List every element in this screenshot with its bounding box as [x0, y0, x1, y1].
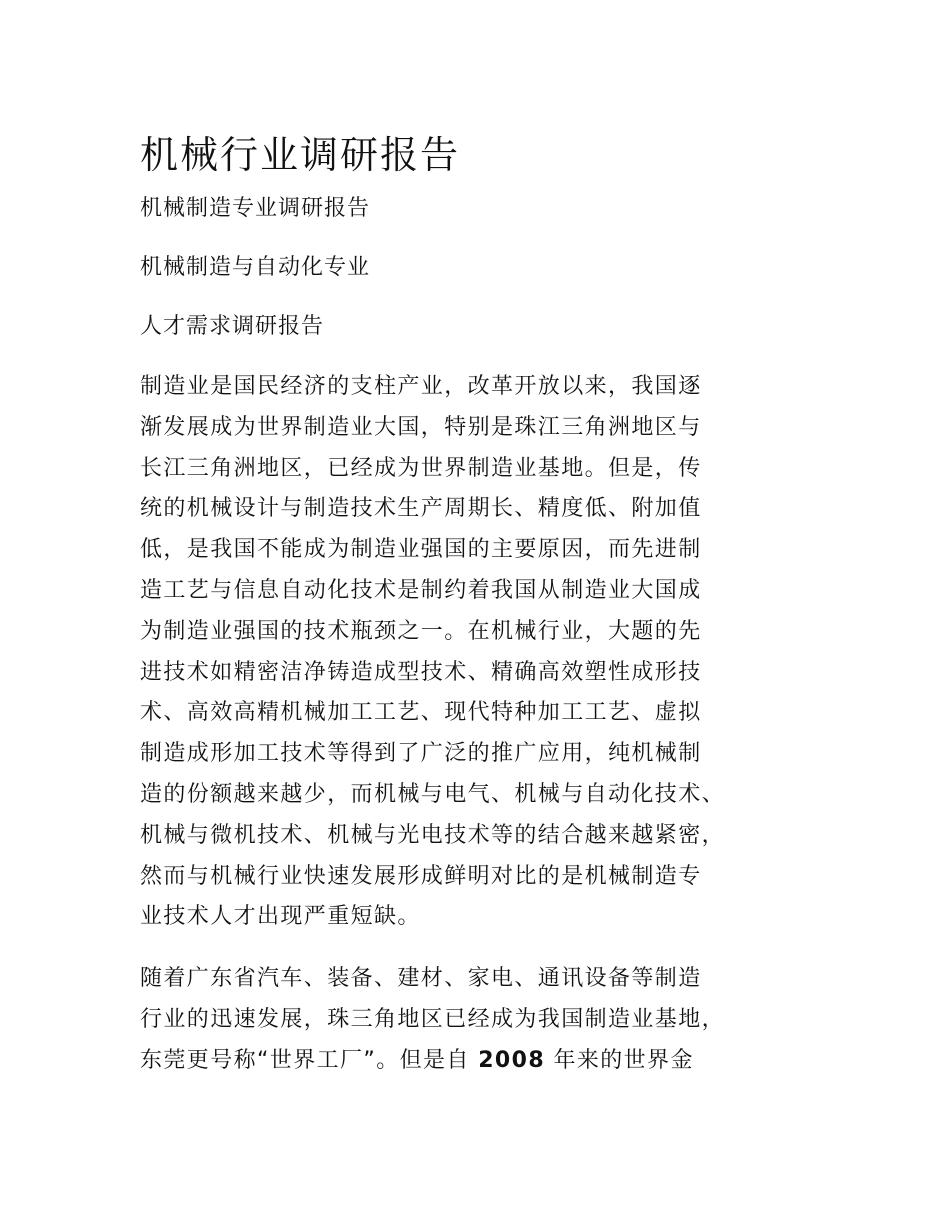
paragraph-line: 然而与机械行业快速发展形成鲜明对比的是机械制造专 [140, 863, 702, 889]
paragraph-line: 业技术人才出现严重短缺。 [140, 904, 421, 930]
document-title: 机械行业调研报告 [140, 133, 461, 177]
year-number: 2008 [478, 1047, 546, 1073]
paragraph-line: 制造成形加工技术等得到了广泛的推广应用，纯机械制 [140, 741, 702, 767]
paragraph-line: 行业的迅速发展，珠三角地区已经成为我国制造业基地， [140, 1006, 726, 1032]
paragraph-line: 随着广东省汽车、装备、建材、家电、通讯设备等制造 [140, 966, 702, 992]
paragraph-line: 统的机械设计与制造技术生产周期长、精度低、附加值 [140, 496, 702, 522]
subtitle-1: 机械制造专业调研报告 [140, 196, 371, 221]
paragraph-line: 为制造业强国的技术瓶颈之一。在机械行业，大题的先 [140, 618, 702, 644]
paragraph-line: 长江三角洲地区，已经成为世界制造业基地。但是，传 [140, 455, 702, 481]
paragraph-line: 进技术如精密洁净铸造成型技术、精确高效塑性成形技 [140, 659, 702, 685]
paragraph-1 [140, 367, 820, 938]
paragraph-line: 制造业是国民经济的支柱产业，改革开放以来，我国逐 [140, 374, 702, 399]
paragraph-line: 机械与微机技术、机械与光电技术等的结合越来越紧密， [140, 822, 726, 848]
paragraph-2 [140, 959, 820, 1081]
text-segment: 年来的世界金 [545, 1047, 694, 1073]
subtitle-3: 人才需求调研报告 [140, 314, 325, 339]
paragraph-line: 造的份额越来越少，而机械与电气、机械与自动化技术、 [140, 781, 726, 807]
paragraph-line: 低，是我国不能成为制造业强国的主要原因，而先进制 [140, 537, 702, 563]
subtitle-2: 机械制造与自动化专业 [140, 255, 371, 280]
paragraph-line: 造工艺与信息自动化技术是制约着我国从制造业大国成 [140, 577, 702, 603]
paragraph-line: 术、高效高精机械加工工艺、现代特种加工工艺、虚拟 [140, 700, 702, 726]
document-page [140, 126, 820, 1103]
paragraph-line-mixed [140, 1041, 820, 1082]
text-segment: 东莞更号称“世界工厂”。但是自 [140, 1047, 479, 1073]
paragraph-line: 渐发展成为世界制造业大国，特别是珠江三角洲地区与 [140, 414, 702, 440]
